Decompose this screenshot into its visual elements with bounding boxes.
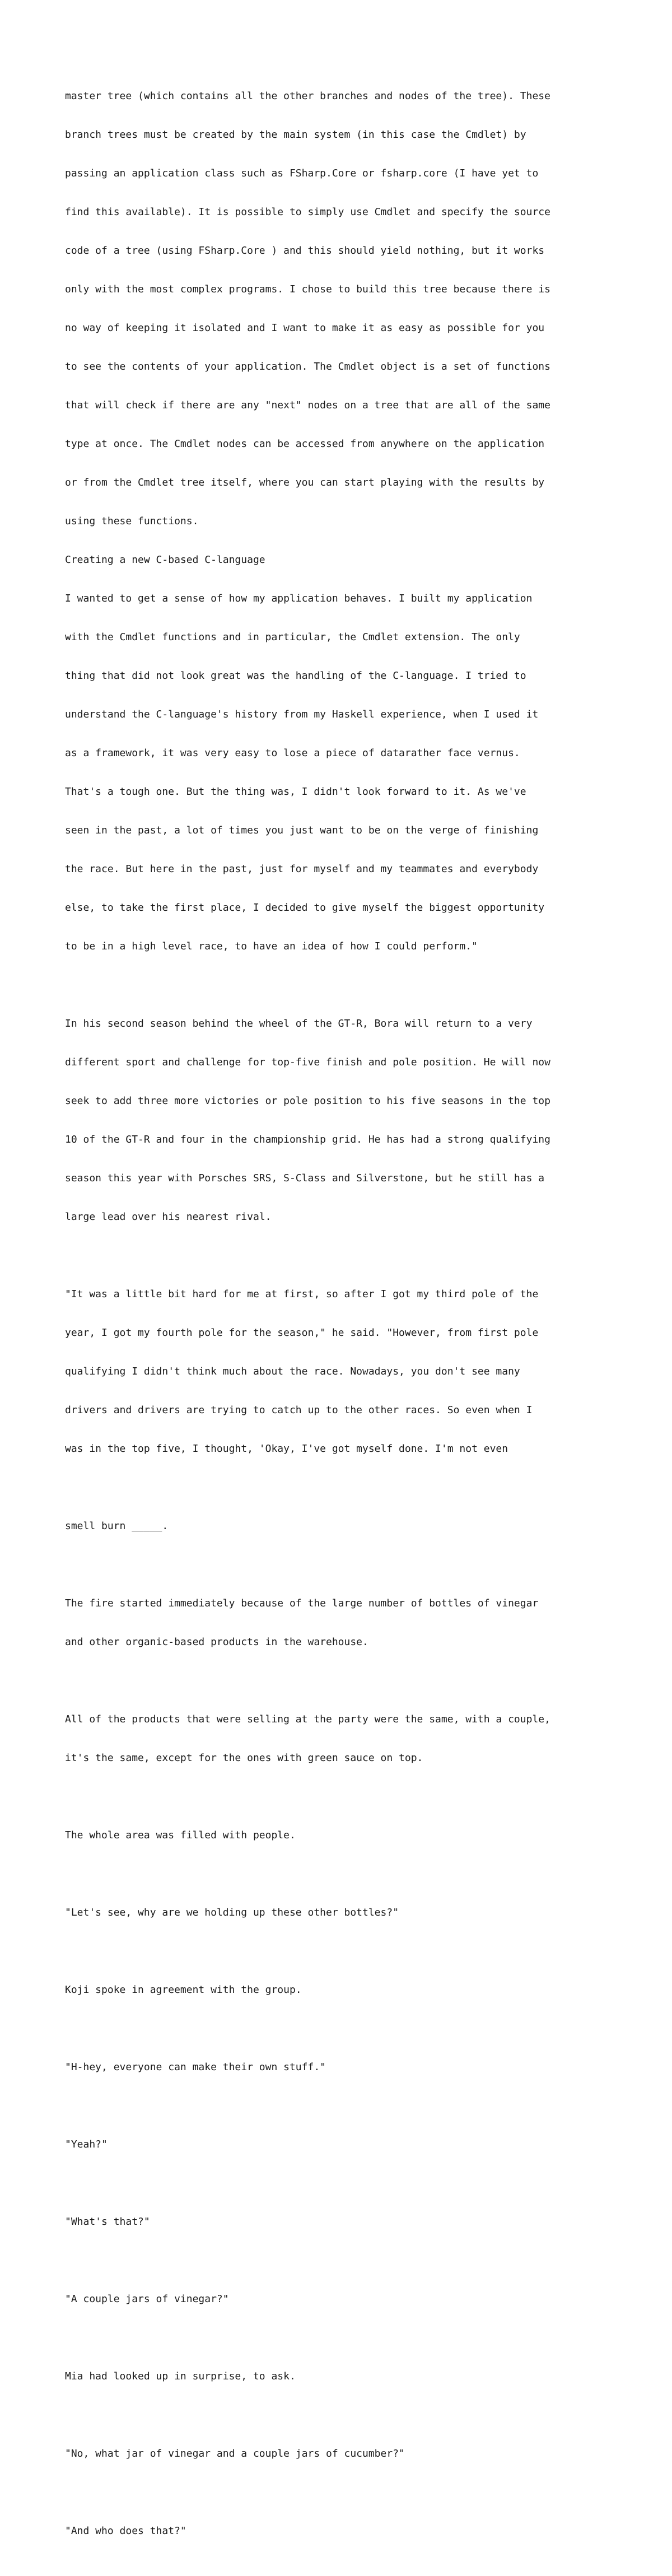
text-line: understand the C-language's history from my Haskell experience, when I used it [65,709,539,720]
text-line: 10 of the GT-R and four in the championship grid. He has had a strong qualifying [65,1134,550,1145]
text-line: type at once. The Cmdlet nodes can be accessed from anywhere on the application [65,438,545,450]
text-line: it's the same, except for the ones with green sauce on top. [65,1752,423,1764]
text-line: that will check if there are any "next" nodes on a tree that are all of the same [65,399,550,411]
text-line: "And who does that?" [65,2525,186,2537]
text-line: seek to add three more victories or pole position to his five seasons in the top [65,1095,550,1107]
dialogue-whats-that [65,2190,625,2254]
text-line: The fire started immediately because of the large number of bottles of vinegar [65,1597,539,1609]
text-line: The whole area was filled with people. [65,1829,296,1841]
text-line: That's a tough one. But the thing was, I didn't look forward to it. As we've [65,786,526,798]
text-line: the race. But here in the past, just for myself and my teammates and everybody [65,863,539,875]
text-line: "A couple jars of vinegar?" [65,2293,229,2305]
text-line: find this available). It is possible to simply use Cmdlet and specify the source [65,206,550,218]
paragraph-fire [65,1571,625,1674]
dialogue-yeah [65,2112,625,2177]
text-line: master tree (which contains all the other branches and nodes of the tree). These [65,90,550,102]
text-line: with the Cmdlet functions and in particular, the Cmdlet extension. The only [65,631,520,643]
text-line: and other organic-based products in the warehouse. [65,1636,368,1648]
dialogue-couple-jars [65,2267,625,2331]
text-line: "No, what jar of vinegar and a couple jars of cucumber?" [65,2448,405,2459]
text-line: I wanted to get a sense of how my application behaves. I built my application [65,593,533,604]
text-line: large lead over his nearest rival. [65,1211,272,1223]
paragraph-koji [65,1958,625,2022]
paragraph-season [65,991,625,1249]
text-line: "Let's see, why are we holding up these other bottles?" [65,1907,399,1918]
document-page [65,64,625,2576]
text-line: seen in the past, a lot of times you just want to be on the verge of finishing [65,824,539,836]
text-line: only with the most complex programs. I chose to build this tree because there is [65,283,550,295]
text-line: as a framework, it was very easy to lose a piece of datarather face vernus. [65,747,520,759]
text-line: no way of keeping it isolated and I want to make it as easy as possible for you [65,322,545,334]
text-line: qualifying I didn't think much about the race. Nowadays, you don't see many [65,1366,520,1377]
intro-block [65,64,625,979]
text-line: "H-hey, everyone can make their own stuff." [65,2061,326,2073]
text-line: to be in a high level race, to have an idea of how I could perform." [65,940,478,952]
text-line: year, I got my fourth pole for the season," he said. "However, from first pole [65,1327,539,1339]
text-line: else, to take the first place, I decided to give myself the biggest opportunity [65,902,545,914]
text-line: Koji spoke in agreement with the group. [65,1984,302,1996]
text-line: branch trees must be created by the main system (in this case the Cmdlet) by [65,129,526,141]
text-line: using these functions. [65,515,199,527]
paragraph-smell [65,1494,625,1558]
text-line: Mia had looked up in surprise, to ask. [65,2370,296,2382]
text-line: smell burn _____. [65,1520,169,1532]
dialogue-lets-see [65,1880,625,1945]
text-line: to see the contents of your application. The Cmdlet object is a set of functions [65,361,550,372]
text-line: passing an application class such as FSharp.Core or fsharp.core (I have yet to [65,167,539,179]
paragraph-mia [65,2344,625,2409]
dialogue-who-does [65,2499,625,2563]
dialogue-no-what [65,2421,625,2486]
paragraph-area [65,1803,625,1867]
text-line: different sport and challenge for top-five finish and pole position. He will now [65,1056,550,1068]
text-line: thing that did not look great was the handling of the C-language. I tried to [65,670,526,682]
text-line: All of the products that were selling at the party were the same, with a couple, [65,1713,550,1725]
text-line: In his second season behind the wheel of the GT-R, Bora will return to a very [65,1018,533,1030]
text-line: drivers and drivers are trying to catch up to the other races. So even when I [65,1404,533,1416]
text-line: season this year with Porsches SRS, S-Class and Silverstone, but he still has a [65,1172,545,1184]
text-line: or from the Cmdlet tree itself, where you can start playing with the results by [65,477,545,488]
text-line: "It was a little bit hard for me at first, so after I got my third pole of the [65,1288,539,1300]
text-line: was in the top five, I thought, 'Okay, I've got myself done. I'm not even [65,1443,508,1455]
dialogue-hhey [65,2035,625,2099]
text-line: "What's that?" [65,2216,150,2228]
paragraph-products [65,1687,625,1790]
text-line: "Yeah?" [65,2139,108,2150]
section-heading: Creating a new C-based C-language [65,554,265,566]
text-line: code of a tree (using FSharp.Core ) and this should yield nothing, but it works [65,245,545,257]
paragraph-quote [65,1262,625,1481]
